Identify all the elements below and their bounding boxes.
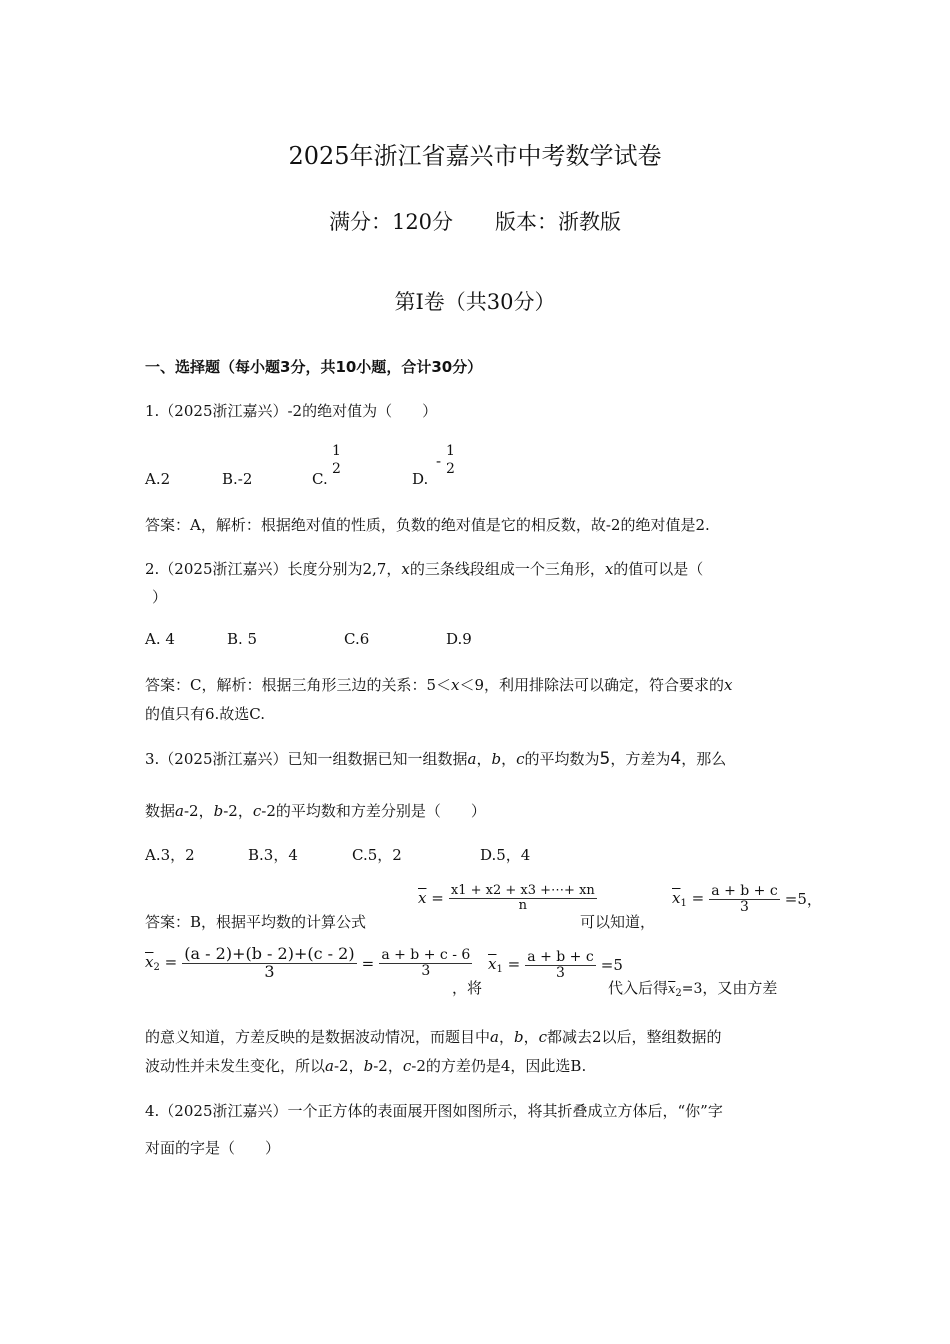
q1-option-a: A.2 [145, 470, 171, 488]
q1-answer: 答案：A，解析：根据绝对值的性质，负数的绝对值是它的相反数，故-2的绝对值是2. [145, 516, 710, 534]
exam-title: 2025年浙江省嘉兴市中考数学试卷 [288, 142, 662, 170]
q3-stem-line2: 数据a-2，b-2，c-2的平均数和方差分别是（ ） [145, 802, 486, 820]
q2-stem: 2.（2025浙江嘉兴）长度分别为2,7，x的三条线段组成一个三角形，x的值可以是（ [145, 560, 704, 578]
q3-stem: 3.（2025浙江嘉兴）已知一组数据已知一组数据a，b，c的平均数为5，方差为4，那么 [145, 749, 727, 769]
q1-option-c: C. [312, 470, 328, 488]
q1-option-b: B.-2 [222, 470, 253, 488]
q1-option-c-fraction: 1 2 [332, 443, 341, 478]
volume-heading: 第I卷（共30分） [394, 290, 556, 314]
q1-option-d-neg: - [436, 452, 442, 470]
q2-option-b: B. 5 [227, 630, 258, 648]
q3-option-b: B.3，4 [248, 846, 298, 864]
q2-option-d: D.9 [446, 630, 472, 648]
q3-dairu: 代入后得$\overline{x}_2=3$，又由方差 [608, 979, 778, 999]
q3-jiang: ，将 [452, 979, 483, 997]
x2-formula: $\overline{x}_2$ = $\frac{(a - 2)+(b - 2)+(c - 2)}{3}$ = $\frac{a + b + c - 6}{3}$ [145, 944, 471, 981]
q2-option-c: C.6 [344, 630, 370, 648]
q3-answer-line4: 波动性并未发生变化，所以a-2，b-2，c-2的方差仍是4，因此选B. [145, 1057, 587, 1075]
q3-answer-line3: 的意义知道，方差反映的是数据波动情况，而题目中a，b，c都减去2以后，整组数据的 [145, 1028, 722, 1046]
q2-stem-line2: ） [152, 588, 168, 606]
exam-subtitle: 满分：120分 版本：浙教版 [328, 210, 622, 234]
q3-option-d: D.5，4 [480, 846, 531, 864]
mean-formula: $\overline{x}$ = $\frac{x1 + x2 + x3 +\cdots+ xn}{n}$ [418, 883, 595, 913]
section-heading: 一、选择题（每小题3分，共10小题，合计30分） [145, 358, 483, 376]
q2-option-a: A. 4 [145, 630, 175, 648]
x1-formula: $\overline{x}_1$ = $\frac{a + b + c}{3}$ =5， [672, 883, 822, 915]
q3-answer-lead: 答案：B，根据平均数的计算公式 [145, 913, 367, 931]
q2-answer-line2: 的值只有6.故选C. [145, 705, 266, 723]
q3-option-c: C.5，2 [352, 846, 402, 864]
x1-formula-repeat: $\overline{x}_1$ = $\frac{a + b + c}{3}$ =5 [488, 949, 623, 981]
q4-stem-line2: 对面的字是（ ） [145, 1139, 281, 1157]
q1-option-d: D. [412, 470, 429, 488]
q4-stem: 4.（2025浙江嘉兴）一个正方体的表面展开图如图所示，将其折叠成立方体后，“你”字 [145, 1102, 723, 1120]
q1-option-d-fraction: 1 2 [446, 443, 455, 478]
q3-answer-mid: 可以知道， [580, 913, 656, 931]
q2-answer: 答案：C，解析：根据三角形三边的关系：5＜x＜9，利用排除法可以确定，符合要求的x [145, 676, 733, 694]
q1-stem: 1.（2025浙江嘉兴）-2的绝对值为（ ） [145, 402, 438, 420]
q3-option-a: A.3，2 [145, 846, 195, 864]
